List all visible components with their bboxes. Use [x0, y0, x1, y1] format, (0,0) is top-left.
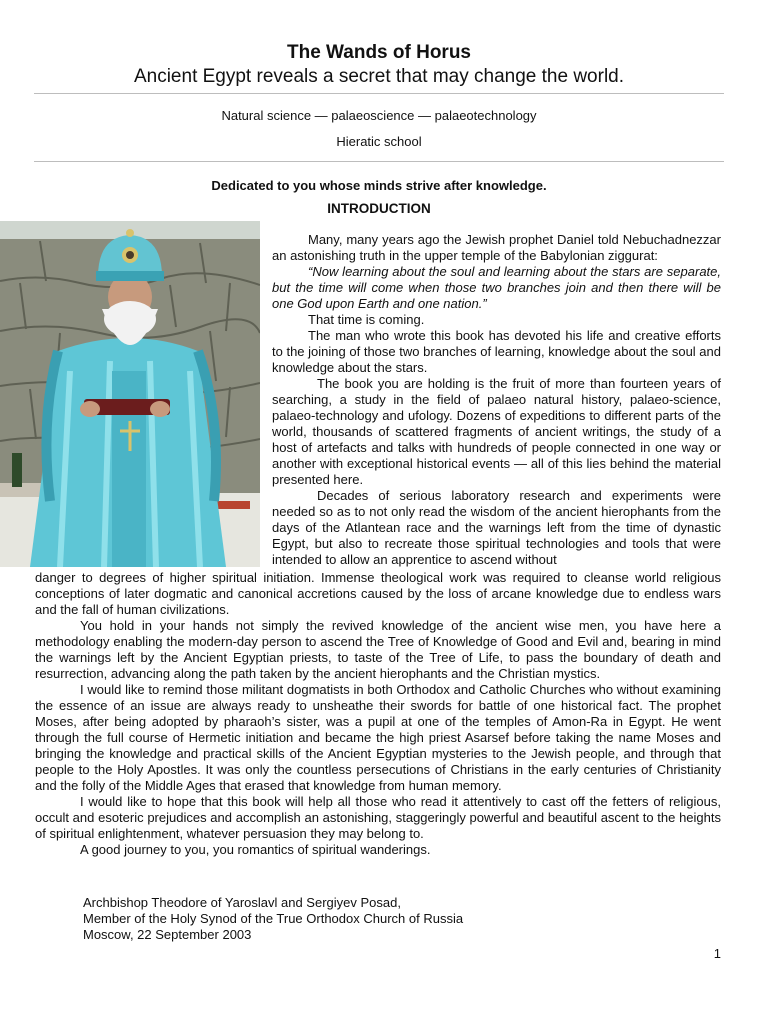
signature-name: Archbishop Theodore of Yaroslavl and Sergiyev Posad,	[83, 895, 401, 910]
school-line: Hieratic school	[336, 134, 422, 149]
section-heading: INTRODUCTION	[327, 201, 431, 216]
full-width-text	[35, 570, 721, 858]
fields-line: Natural science — palaeoscience — palaeotechnology	[221, 108, 537, 123]
paragraph: I would like to hope that this book will help all those who read it attentively to cast off the fetters of religious, occult and esoteric prejudices and accomplish an astonishing, staggeringly powerful and beautiful ascent to the heights of spiritual enlightenment, whatever persuasion they may belong to.	[35, 794, 721, 841]
daniel-quote: “Now learning about the soul and learning about the stars are separate, but the time will come when those two branches join and then there will be one God upon Earth and one nation.”	[272, 264, 721, 311]
signature-role: Member of the Holy Synod of the True Orthodox Church of Russia	[83, 911, 464, 926]
top-divider	[34, 93, 724, 94]
paragraph-continuation: danger to degrees of higher spiritual initiation. Immense theological work was required to cleanse world religious conceptions of later dogmatic and canonical accretions caused by the loss of arcane knowledge due to endless wars and the fall of human civilizations.	[35, 570, 721, 617]
signature-block	[83, 895, 683, 943]
paragraph: You hold in your hands not simply the revived knowledge of the ancient wise men, you have here a methodology enabling the modern-day person to ascend the Tree of Knowledge of Good and Evil and, bearing in mind the warnings left by the Ancient Egyptian priests, to taste of the Tree of Life, to pass the boundary of death and resurrection, advancing along the path taken by the ancient hierophants and the Christian mystics.	[35, 618, 721, 681]
paragraph: Decades of serious laboratory research and experiments were needed so as to not only read the wisdom of the ancient hierophants from the days of the Atlantean race and the warnings left from the time of dynastic Egypt, but also to recreate those spiritual technologies and tools that were intended to allow an apprentice to ascend without	[272, 488, 721, 567]
paragraph: Many, many years ago the Jewish prophet Daniel told Nebuchadnezzar an astonishing truth in the upper temple of the Babylonian ziggurat:	[272, 232, 721, 263]
paragraph: The man who wrote this book has devoted his life and creative efforts to the joining of those two branches of learning, knowledge about the soul and knowledge about the stars.	[272, 328, 721, 375]
middle-divider	[34, 161, 724, 162]
page-number: 1	[713, 946, 721, 961]
photo-illustration-icon	[0, 221, 260, 567]
archbishop-photo	[0, 221, 260, 567]
paragraph: The book you are holding is the fruit of more than fourteen years of searching, a study in the field of palaeo natural history, palaeo-science, palaeo-technology and ufology. Dozens of expeditions to different parts of the world, thousands of scattered fragments of ancient writings, the study of a host of artefacts and talks with hundreds of people connected in one way or another with exceptional historical events — all of this lies behind the material presented here.	[272, 376, 721, 487]
signature-place-date: Moscow, 22 September 2003	[83, 927, 252, 942]
dedication: Dedicated to you whose minds strive after knowledge.	[211, 178, 547, 193]
paragraph: I would like to remind those militant dogmatists in both Orthodox and Catholic Churches who without examining the essence of an issue are always ready to unsheathe their swords for battle of one historical fact. The prophet Moses, after being adopted by pharaoh’s sister, was a pupil at one of the temples of Amon-Ra in Egypt. He went through the full course of Hermetic initiation and became the high priest Asarsef before taking the name Moses and bringing the knowledge and practical skills of the Ancient Egyptian mysteries to the Jewish people, and through that people to the Holy Apostles. It was only the countless persecutions of Christians in the early centuries of Christianity and the folly of the Middle Ages that erased that knowledge from human memory.	[35, 682, 721, 793]
document-title: The Wands of Horus	[286, 42, 472, 63]
paragraph: That time is coming.	[308, 312, 425, 327]
paragraph: A good journey to you, you romantics of spiritual wanderings.	[80, 842, 431, 857]
document-subtitle: Ancient Egypt reveals a secret that may change the world.	[133, 66, 625, 87]
wrapped-text-column	[272, 232, 721, 568]
